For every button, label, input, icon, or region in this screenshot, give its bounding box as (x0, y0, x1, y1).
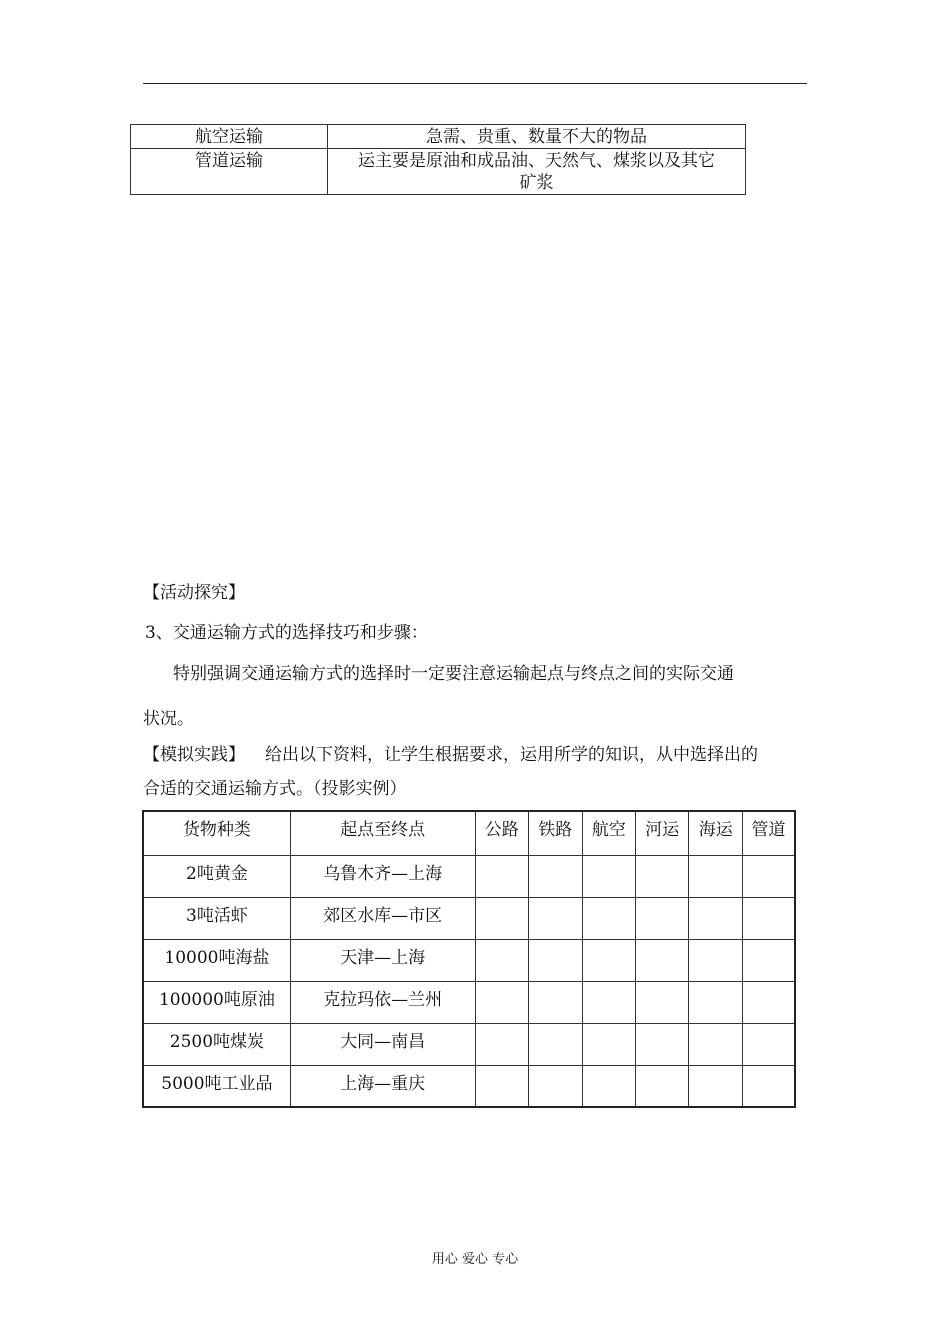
header-row (143, 811, 795, 855)
page-footer: 用心 爱心 专心 (431, 1252, 519, 1267)
table-row (131, 149, 746, 195)
practice-text: 给出以下资料，让学生根据要求，运用所学的知识，从中选择出的 (265, 745, 758, 765)
desc-cell (328, 149, 746, 195)
answer-cell[interactable] (742, 981, 795, 1023)
route-cell: 克拉玛依—兰州 (290, 981, 475, 1023)
header-rule (143, 83, 807, 84)
answer-cell[interactable] (475, 1023, 528, 1065)
header-cell: 起点至终点 (290, 811, 475, 855)
answer-cell[interactable] (582, 981, 635, 1023)
answer-cell[interactable] (582, 897, 635, 939)
cargo-cell: 2吨黄金 (143, 855, 290, 897)
table-row (143, 1023, 795, 1065)
cargo-cell: 5000吨工业品 (143, 1065, 290, 1107)
answer-cell[interactable] (742, 939, 795, 981)
answer-cell[interactable] (689, 939, 742, 981)
route-cell: 大同—南昌 (290, 1023, 475, 1065)
header-cell: 铁路 (529, 811, 582, 855)
table-row (143, 1065, 795, 1107)
desc-line: 运主要是原油和成品油、天然气、煤浆以及其它 (358, 151, 715, 171)
table-row (143, 897, 795, 939)
header-cell: 管道 (742, 811, 795, 855)
answer-cell[interactable] (635, 855, 688, 897)
cargo-selection-table (142, 810, 796, 1108)
cargo-cell: 10000吨海盐 (143, 939, 290, 981)
answer-cell[interactable] (475, 1065, 528, 1107)
transport-mode-table (130, 124, 746, 195)
cargo-cell: 2500吨煤炭 (143, 1023, 290, 1065)
header-cell: 公路 (475, 811, 528, 855)
answer-cell[interactable] (742, 1023, 795, 1065)
answer-cell[interactable] (529, 1023, 582, 1065)
table-row (143, 981, 795, 1023)
paragraph-line: 状况。 (143, 709, 194, 729)
route-cell: 上海—重庆 (290, 1065, 475, 1107)
desc-line: 矿浆 (519, 173, 554, 193)
answer-cell[interactable] (529, 939, 582, 981)
answer-cell[interactable] (475, 939, 528, 981)
answer-cell[interactable] (635, 1023, 688, 1065)
cargo-cell: 100000吨原油 (143, 981, 290, 1023)
answer-cell[interactable] (635, 1065, 688, 1107)
answer-cell[interactable] (475, 855, 528, 897)
answer-cell[interactable] (742, 1065, 795, 1107)
practice-line (143, 740, 758, 765)
answer-cell[interactable] (475, 897, 528, 939)
header-cell: 海运 (689, 811, 742, 855)
answer-cell[interactable] (689, 1023, 742, 1065)
answer-cell[interactable] (689, 981, 742, 1023)
answer-cell[interactable] (529, 855, 582, 897)
answer-cell[interactable] (475, 981, 528, 1023)
answer-cell[interactable] (582, 1023, 635, 1065)
mode-cell: 管道运输 (131, 149, 328, 195)
table-row (143, 855, 795, 897)
answer-cell[interactable] (635, 981, 688, 1023)
header-cell: 航空 (582, 811, 635, 855)
mode-cell: 航空运输 (131, 125, 328, 149)
route-cell: 乌鲁木齐—上海 (290, 855, 475, 897)
route-cell: 天津—上海 (290, 939, 475, 981)
answer-cell[interactable] (742, 855, 795, 897)
answer-cell[interactable] (689, 855, 742, 897)
route-cell: 郊区水库—市区 (290, 897, 475, 939)
answer-cell[interactable] (582, 939, 635, 981)
answer-cell[interactable] (582, 1065, 635, 1107)
answer-cell[interactable] (529, 981, 582, 1023)
desc-cell: 急需、贵重、数量不大的物品 (328, 125, 746, 149)
answer-cell[interactable] (689, 897, 742, 939)
activity-heading: 【活动探究】 (143, 583, 245, 603)
answer-cell[interactable] (529, 897, 582, 939)
table-row (131, 125, 746, 149)
header-cell: 河运 (635, 811, 688, 855)
answer-cell[interactable] (529, 1065, 582, 1107)
point-3: 3、交通运输方式的选择技巧和步骤： (145, 623, 428, 643)
header-cell: 货物种类 (143, 811, 290, 855)
paragraph-line: 特别强调交通运输方式的选择时一定要注意运输起点与终点之间的实际交通 (173, 664, 734, 684)
cargo-cell: 3吨活虾 (143, 897, 290, 939)
answer-cell[interactable] (582, 855, 635, 897)
answer-cell[interactable] (635, 897, 688, 939)
practice-heading: 【模拟实践】 (143, 745, 245, 765)
answer-cell[interactable] (635, 939, 688, 981)
table-row (143, 939, 795, 981)
answer-cell[interactable] (689, 1065, 742, 1107)
practice-line-2: 合适的交通运输方式。（投影实例） (143, 779, 407, 799)
answer-cell[interactable] (742, 897, 795, 939)
